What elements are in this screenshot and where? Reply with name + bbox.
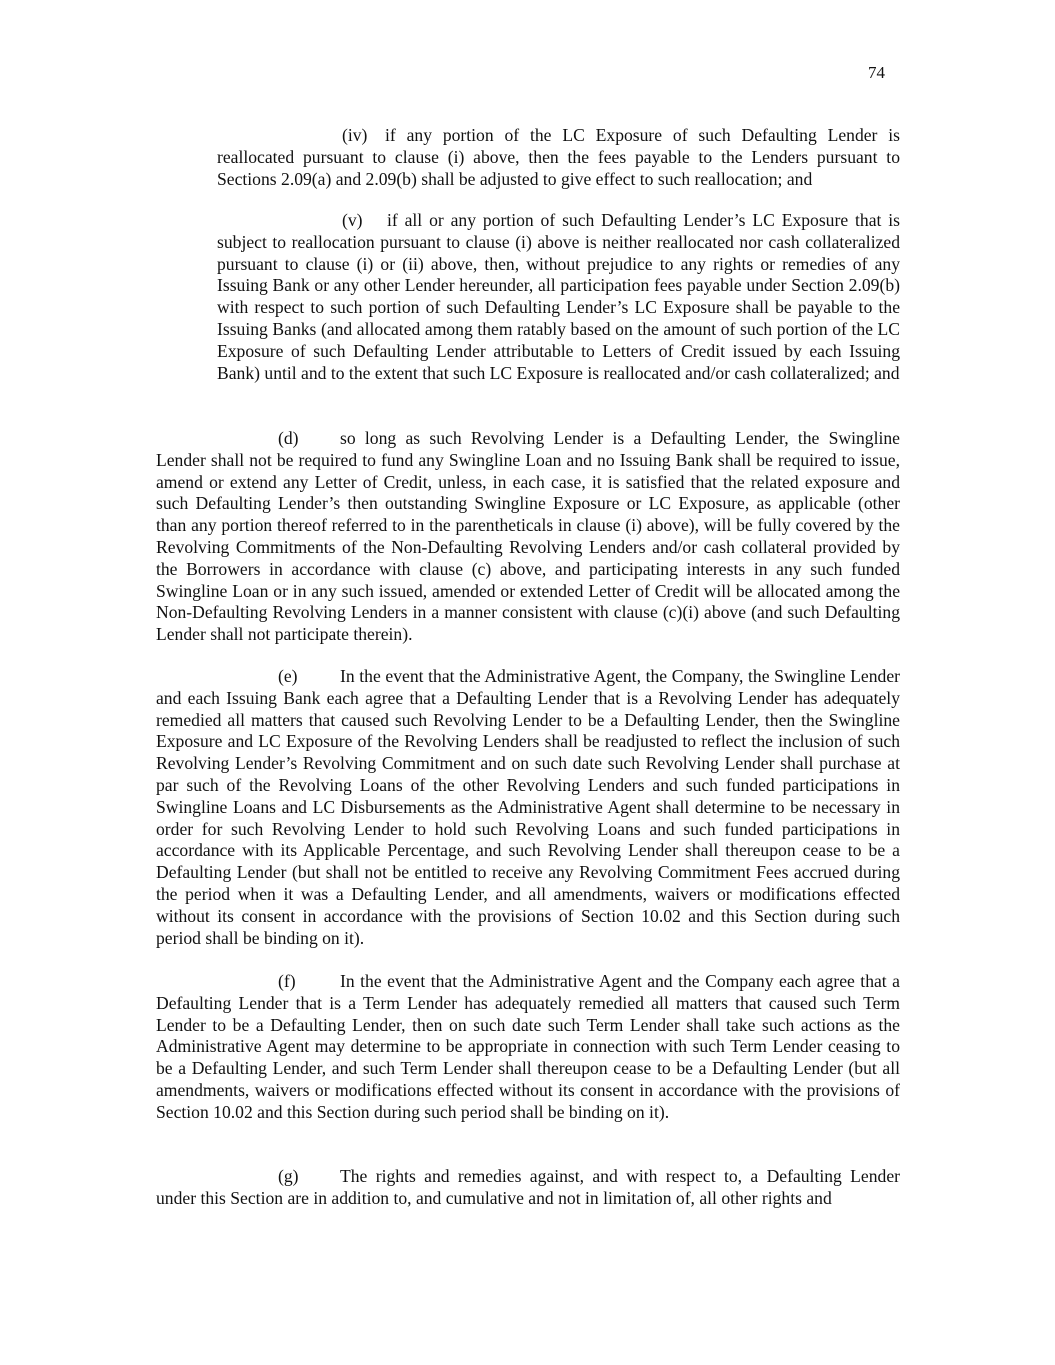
clause-text: In the event that the Administrative Agent and the Company each agree that a Defaulting Lender that is a Term Lender has adequately remedied all matters that caused such Term Lender to be a Defaulting Lender, then on such date such Term Lender shall take such actions as the Administrative Agent may determine to be appropriate in connection with such Term Lender ceasing to be a Defaulting Lender, and such Term Lender shall thereupon cease to be a Defaulting Lender (but all amendments, waivers or modifications effected without its consent in accordance with the provisions of Section 10.02 and this Section during such period shall be binding on it). xyxy=(156,971,900,1122)
page-number: 74 xyxy=(868,63,885,82)
clause-g-paragraph xyxy=(156,1166,900,1210)
clause-text: if any portion of the LC Exposure of such Defaulting Lender is reallocated pursuant to clause (i) above, then the fees payable to the Lenders pursuant to Sections 2.09(a) and 2.09(b) shall be adjusted to give effect to such reallocation; and xyxy=(217,125,900,189)
clause-f-paragraph xyxy=(156,971,900,1124)
clause-text: so long as such Revolving Lender is a Defaulting Lender, the Swingline Lender shall not be required to fund any Swingline Loan and no Issuing Bank shall be required to issue, amend or extend any Letter of Credit, unless, in each case, it is satisfied that the related exposure and such Defaulting Lender’s then outstanding Swingline Exposure or LC Exposure, as applicable (other than any portion thereof referred to in the parentheticals in clause (i) above), will be fully covered by the Revolving Commitments of the Non-Defaulting Revolving Lenders and/or cash collateral provided by the Borrowers in accordance with clause (c) above, and participating interests in any such funded Swingline Loan or in any such issued, amended or extended Letter of Credit will be allocated among the Non-Defaulting Revolving Lenders in a manner consistent with clause (c)(i) above (and such Defaulting Lender shall not participate therein). xyxy=(156,428,900,645)
clause-text: if all or any portion of such Defaulting Lender’s LC Exposure that is subject to reallocation pursuant to clause (i) above is neither reallocated nor cash collateralized pursuant to clause (i) or (ii) above, then, without prejudice to any rights or remedies of any Issuing Bank or any other Lender hereunder, all participation fees payable under Section 2.09(b) with respect to such portion of such Defaulting Lender’s LC Exposure shall be payable to the Issuing Banks (and allocated among them ratably based on the amount of such portion of the LC Exposure of such Defaulting Lender attributable to Letters of Credit issued by each Issuing Bank) until and to the extent that such LC Exposure is reallocated and/or cash collateralized; and xyxy=(217,210,900,383)
clause-e-paragraph xyxy=(156,666,900,949)
clause-iv-paragraph xyxy=(217,125,900,190)
clause-label: (d) xyxy=(278,428,299,448)
clause-text: In the event that the Administrative Agent, the Company, the Swingline Lender and each Issuing Bank each agree that a Defaulting Lender that is a Revolving Lender has adequately remedied all matters that caused such Revolving Lender to be a Defaulting Lender, then the Swingline Exposure and LC Exposure of the Revolving Lenders shall be readjusted to reflect the inclusion of such Revolving Lender’s Revolving Commitment and on such date such Revolving Lender shall purchase at par such of the Revolving Loans of the other Revolving Lenders and such funded participations in Swingline Loans and LC Disbursements as the Administrative Agent shall determine to be necessary in order for such Revolving Lender to hold such Revolving Loans and such funded participations in accordance with its Applicable Percentage, and such Revolving Lender shall thereupon cease to be a Defaulting Lender (but shall not be entitled to receive any Revolving Commitment Fees accrued during the period when it was a Defaulting Lender, and all amendments, waivers or modifications effected without its consent in accordance with the provisions of Section 10.02 and this Section during such period shall be binding on it). xyxy=(156,666,900,948)
clause-label: (e) xyxy=(278,666,298,686)
clause-label: (iv) xyxy=(342,125,368,145)
clause-v-paragraph xyxy=(217,210,900,384)
clause-text: The rights and remedies against, and with respect to, a Defaulting Lender under this Section are in addition to, and cumulative and not in limitation of, all other rights and xyxy=(156,1166,900,1208)
clause-label: (v) xyxy=(342,210,363,230)
clause-d-paragraph xyxy=(156,428,900,646)
clause-label: (f) xyxy=(278,971,296,991)
clause-label: (g) xyxy=(278,1166,299,1186)
